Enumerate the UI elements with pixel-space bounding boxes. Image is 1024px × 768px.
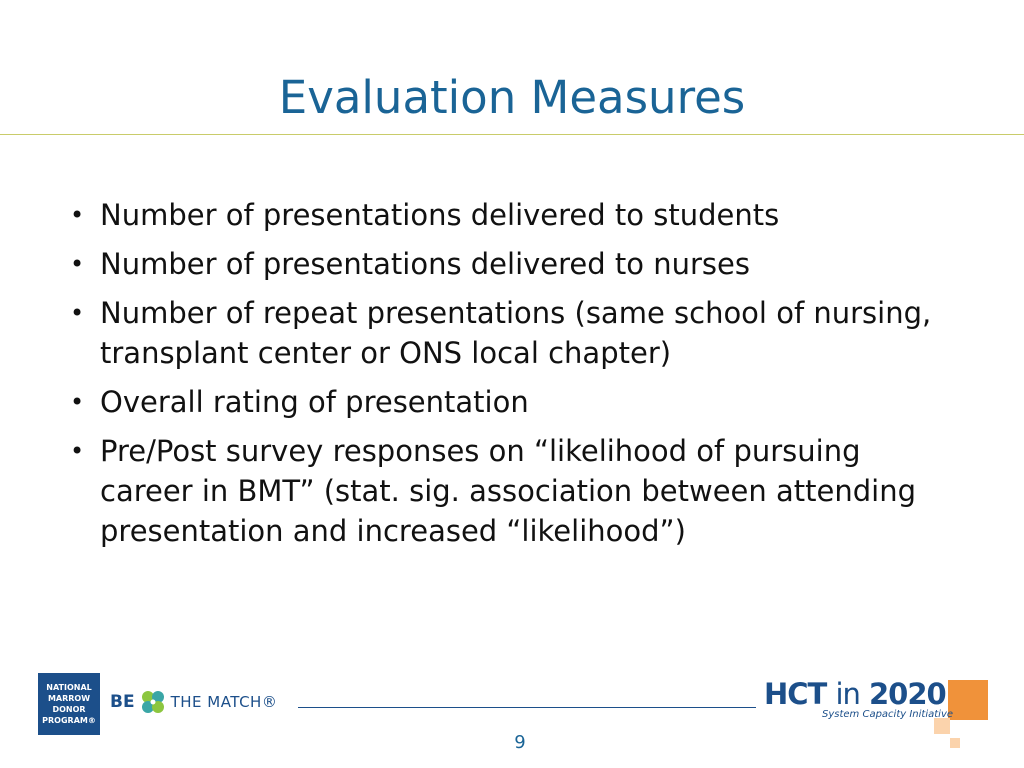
nmdp-logo-line: NATIONAL	[46, 683, 92, 692]
hct-logo-hct: HCT	[764, 677, 827, 711]
bullet-item	[60, 195, 960, 235]
hct-logo-subtitle: System Capacity Initiative	[822, 709, 954, 720]
hct-in-2020-logo	[764, 678, 946, 710]
be-the-match-logo	[110, 688, 277, 716]
bullet-text: Number of repeat presentations (same school of nursing, transplant center or ONS local chapter)	[100, 296, 932, 370]
clover-icon	[139, 688, 167, 716]
page-number: 9	[514, 732, 526, 753]
title-divider	[0, 134, 1024, 135]
bullet-item	[60, 382, 960, 422]
bullet-item	[60, 293, 960, 373]
bullet-text: Number of presentations delivered to students	[100, 198, 780, 232]
hct-logo-in: in	[835, 677, 860, 711]
hct-logo-year: 2020	[869, 677, 946, 711]
be-the-match-logo-be: BE	[110, 692, 135, 712]
bullet-item	[60, 244, 960, 284]
bullet-text: Pre/Post survey responses on “likelihood of pursuing career in BMT” (stat. sig. association between attending presentation and increased “likelihood”)	[100, 434, 916, 548]
bullet-dot: •	[70, 299, 85, 327]
nmdp-logo-line: PROGRAM®	[42, 716, 96, 725]
light-orange-square-icon	[950, 738, 960, 748]
slide-title: Evaluation Measures	[278, 71, 746, 124]
bullet-list	[60, 195, 960, 560]
bullet-dot: •	[70, 201, 85, 229]
nmdp-logo-line: MARROW	[47, 694, 91, 703]
bullet-dot: •	[70, 437, 85, 465]
nmdp-logo-line: DONOR	[52, 705, 86, 714]
bullet-dot: •	[70, 250, 85, 278]
bullet-text: Overall rating of presentation	[100, 385, 529, 419]
light-orange-square-icon	[934, 718, 950, 734]
bullet-item	[60, 431, 960, 551]
bullet-text: Number of presentations delivered to nurses	[100, 247, 750, 281]
bullet-dot: •	[70, 388, 85, 416]
be-the-match-logo-text: THE MATCH®	[170, 693, 278, 711]
nmdp-logo	[38, 673, 100, 735]
footer-divider	[298, 707, 756, 708]
orange-square-icon	[948, 680, 988, 720]
